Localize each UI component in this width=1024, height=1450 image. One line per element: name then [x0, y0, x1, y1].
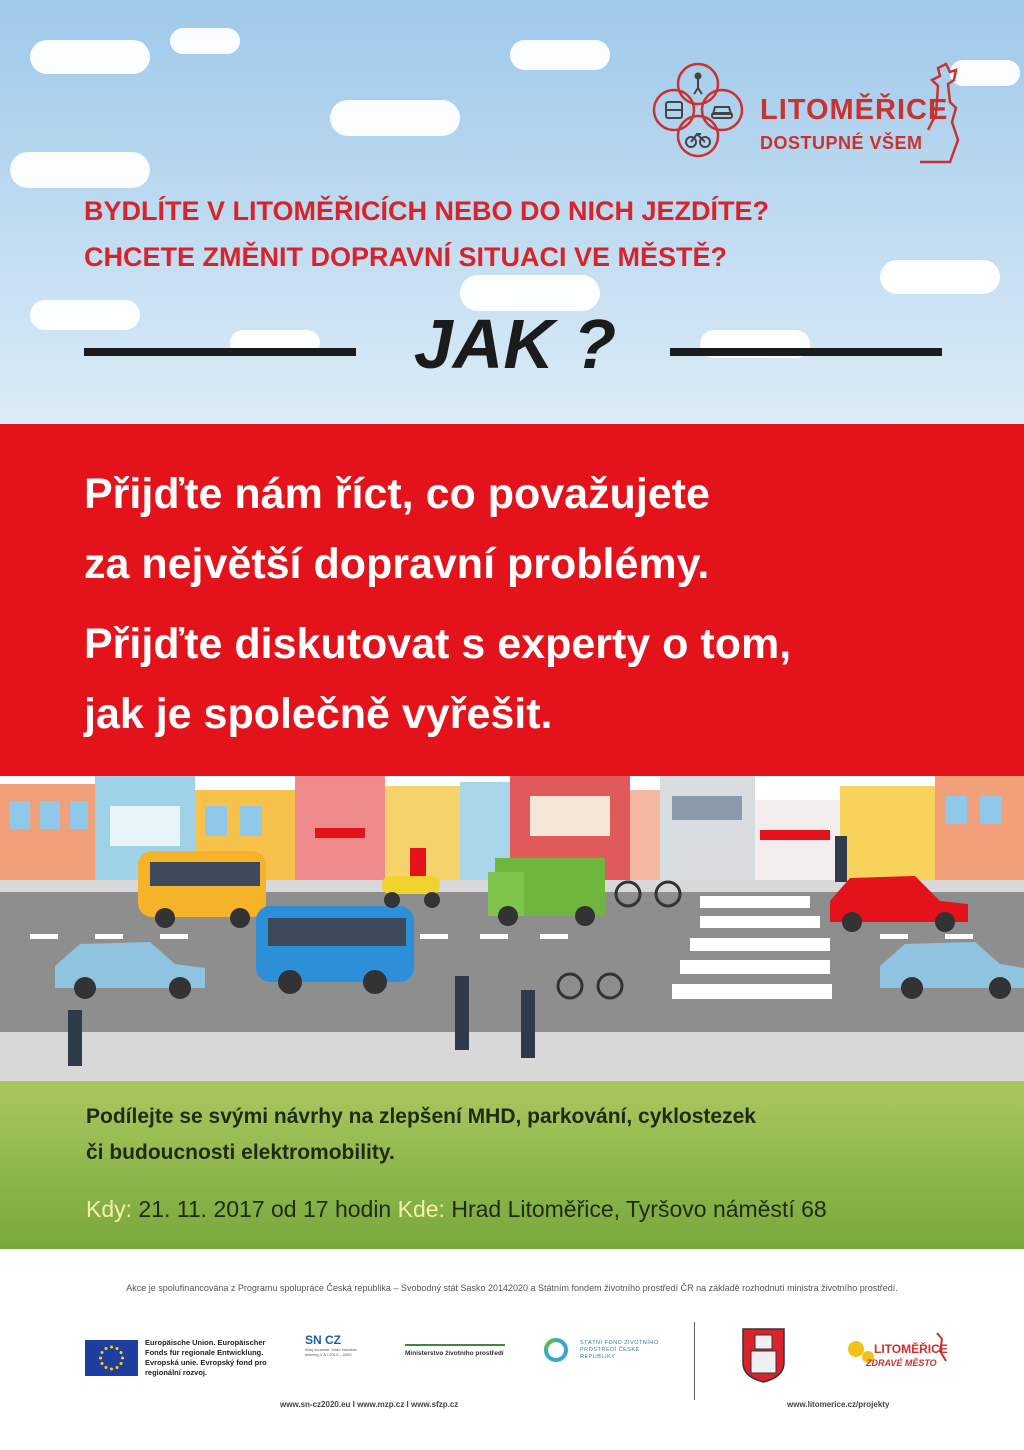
where-label: Kde:: [397, 1196, 445, 1222]
when-value: 21. 11. 2017 od 17 hodin: [132, 1196, 398, 1222]
funding-disclaimer: Akce je spolufinancována z Programu spolupráce Česká republika – Svobodný stát Sasko 20142020 a Státním fondem životního prostředí ČR na základě rozhodnutí ministra životního prostředí.: [126, 1283, 898, 1293]
where-value: Hrad Litoměřice, Tyršovo náměstí 68: [444, 1196, 827, 1222]
bus-icon: [666, 102, 682, 118]
cloud: [880, 260, 1000, 294]
heading-rule-left: [84, 348, 356, 356]
sfzp-ring-icon: [543, 1337, 569, 1363]
sfzp-name: STÁTNÍ FOND ŽIVOTNÍHO PROSTŘEDÍ ČESKÉ REPUBLIKY: [580, 1340, 659, 1360]
event-details: [86, 1196, 827, 1223]
bicycle-icon: [686, 134, 710, 147]
zdrave-mesto-title: LITOMĚŘICE: [874, 1342, 948, 1356]
question-line-2: CHCETE ZMĚNIT DOPRAVNÍ SITUACI VE MĚSTĚ?: [84, 242, 728, 272]
snc-title: SN CZ: [305, 1333, 341, 1347]
cloud: [10, 152, 150, 188]
invite-line-2: či budoucnosti elektromobility.: [86, 1141, 395, 1164]
cloud: [30, 300, 140, 330]
snc-subtitle: Ahoj sousede. Hallo Nachbar. Interreg V A / 2014 – 2020: [305, 1347, 358, 1357]
logo-subtitle: DOSTUPNÉ VŠEM: [760, 133, 923, 153]
cloud: [30, 40, 150, 74]
eu-flag-icon: [85, 1340, 138, 1376]
cloud: [170, 28, 240, 54]
yellow-bus: [138, 851, 266, 928]
mzp-logo: [405, 1344, 505, 1357]
banner-line-3: Přijďte diskutovat s experty o tom,: [84, 620, 792, 668]
sn-cz-logo: [305, 1333, 365, 1357]
green-truck: [488, 858, 605, 926]
street-illustration: [0, 776, 1024, 1081]
logo-title: LITOMĚŘICE: [760, 94, 949, 126]
invite-line-1: Podílejte se svými návrhy na zlepšení MHD, parkování, cyklostezek: [86, 1105, 756, 1128]
cloud: [510, 40, 610, 70]
blue-bus: [256, 906, 414, 994]
litomerice-crest-icon: [741, 1327, 786, 1383]
when-label: Kdy:: [86, 1196, 133, 1222]
heading-jak: JAK ?: [413, 305, 617, 383]
car-icon: [712, 107, 732, 118]
mzp-line: [405, 1344, 505, 1346]
question-line-1: BYDLÍTE V LITOMĚŘICÍCH NEBO DO NICH JEZDÍTE?: [84, 196, 770, 226]
pedestrian-icon: [694, 74, 702, 95]
heading-rule-right: [670, 348, 942, 356]
footer-divider: [694, 1322, 695, 1400]
city-url[interactable]: www.litomerice.cz/projekty: [787, 1400, 890, 1409]
banner-line-4: jak je společně vyřešit.: [84, 690, 553, 738]
mzp-name: Ministerstvo životního prostředí: [405, 1350, 504, 1357]
banner-line-1: Přijďte nám říct, co považujete: [84, 470, 710, 518]
eu-text: Europäische Union. Europäischer Fonds für regionale Entwicklung. Evropská unie. Evropský fond pro regionální rozvoj.: [145, 1338, 267, 1377]
zdrave-mesto-subtitle: ZDRAVÉ MĚSTO: [866, 1358, 937, 1368]
banner-line-2: za největší dopravní problémy.: [84, 540, 710, 588]
cloud: [330, 100, 460, 136]
partner-urls[interactable]: www.sn-cz2020.eu I www.mzp.cz I www.sfzp.cz: [280, 1400, 459, 1409]
